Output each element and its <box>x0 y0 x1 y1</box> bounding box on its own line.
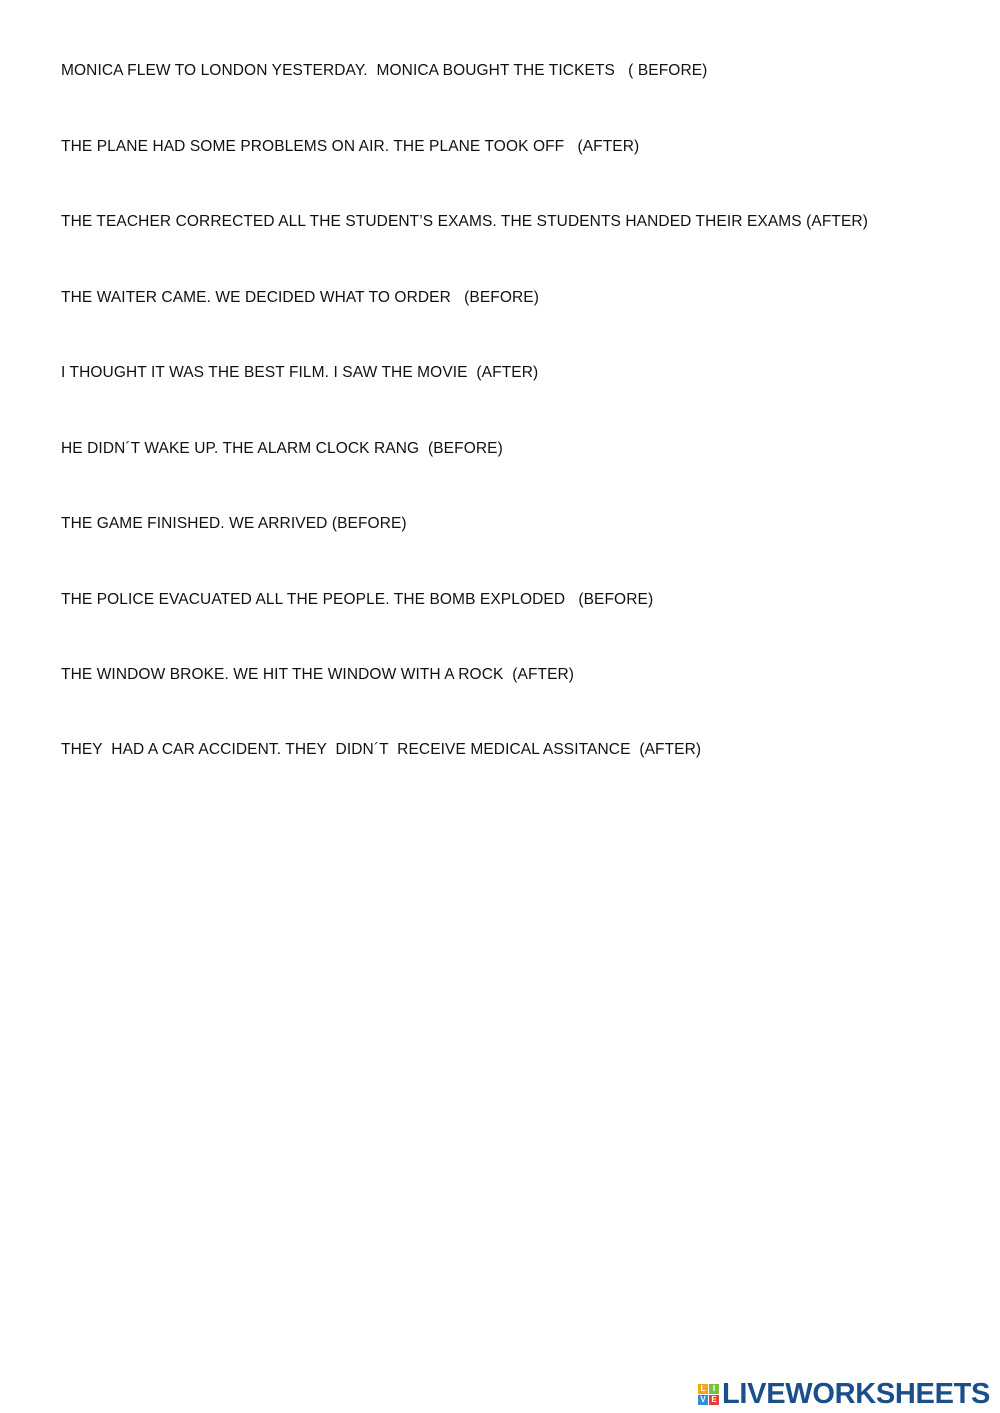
sentence-9: THE WINDOW BROKE. WE HIT THE WINDOW WITH A ROCK (AFTER) <box>61 666 575 683</box>
sentence-6: HE DIDN´T WAKE UP. THE ALARM CLOCK RANG (BEFORE) <box>61 440 503 457</box>
sentence-5: I THOUGHT IT WAS THE BEST FILM. I SAW THE MOVIE (AFTER) <box>61 364 539 381</box>
logo-mark-tile: V <box>698 1395 708 1405</box>
liveworksheets-logo[interactable] <box>698 1378 990 1410</box>
sentence-2: THE PLANE HAD SOME PROBLEMS ON AIR. THE PLANE TOOK OFF (AFTER) <box>61 138 640 155</box>
sentence-7: THE GAME FINISHED. WE ARRIVED (BEFORE) <box>61 515 407 532</box>
sentence-8: THE POLICE EVACUATED ALL THE PEOPLE. THE BOMB EXPLODED (BEFORE) <box>61 591 654 608</box>
logo-mark-tile: I <box>709 1384 719 1394</box>
sentence-10: THEY HAD A CAR ACCIDENT. THEY DIDN´T RECEIVE MEDICAL ASSITANCE (AFTER) <box>61 741 702 758</box>
sentence-4: THE WAITER CAME. WE DECIDED WHAT TO ORDER (BEFORE) <box>61 289 539 306</box>
sentence-1: MONICA FLEW TO LONDON YESTERDAY. MONICA BOUGHT THE TICKETS ( BEFORE) <box>61 62 708 79</box>
logo-mark-tile: E <box>709 1395 719 1405</box>
liveworksheets-logo-icon <box>698 1384 719 1405</box>
sentence-3: THE TEACHER CORRECTED ALL THE STUDENT’S EXAMS. THE STUDENTS HANDED THEIR EXAMS (AFTER) <box>61 213 868 230</box>
logo-mark-tile: L <box>698 1384 708 1394</box>
logo-text: LIVEWORKSHEETS <box>722 1377 991 1410</box>
